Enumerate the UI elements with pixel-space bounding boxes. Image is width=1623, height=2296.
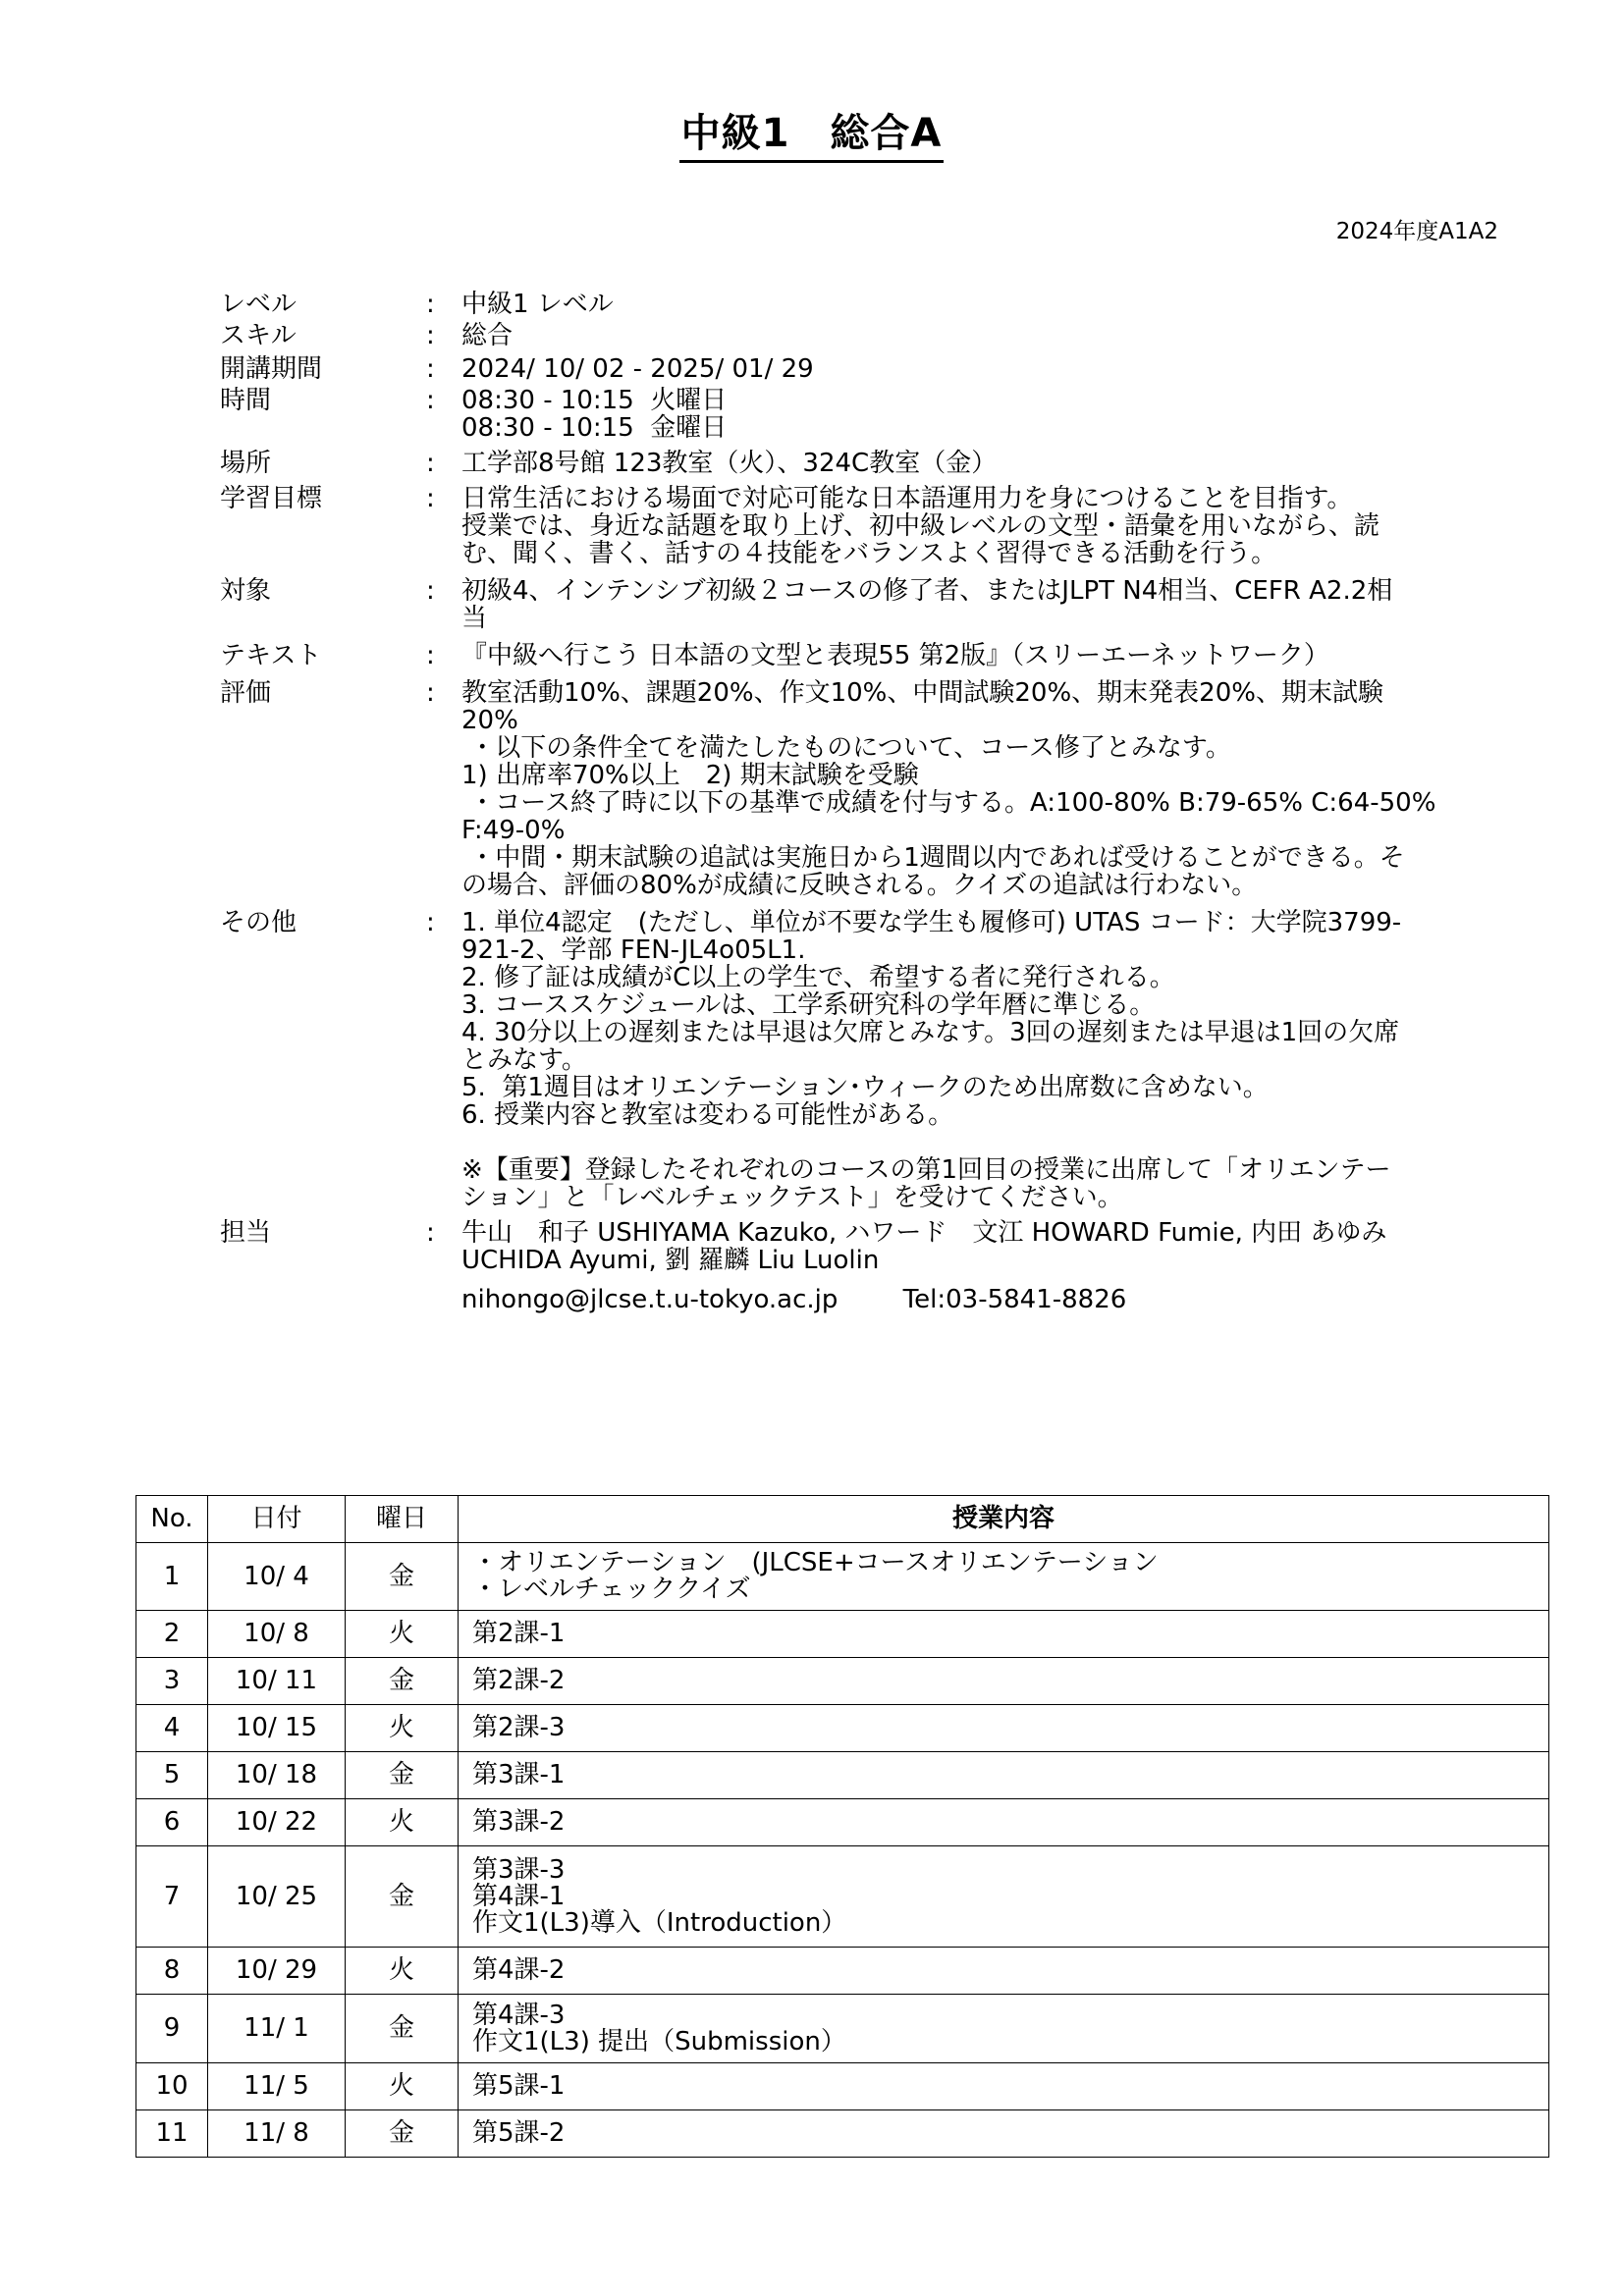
- cell-content: [459, 1995, 1549, 2063]
- info-value-line: 6. 授業内容と教室は変わる可能性がある。: [461, 1100, 954, 1130]
- table-row: [136, 1799, 1549, 1846]
- contact-tel: Tel:03-5841-8826: [902, 1285, 1127, 1314]
- cell-content-line: ・レベルチェッククイズ: [472, 1575, 751, 1604]
- cell-content: [459, 1948, 1549, 1995]
- cell-no: 5: [136, 1752, 208, 1799]
- course-info-rows: [220, 291, 1467, 1274]
- info-value-line: 2. 修了証は成績がC以上の学生で、希望する者に発行される。: [461, 963, 1175, 992]
- cell-content-line: 第3課-2: [472, 1807, 566, 1837]
- cell-date: 10/ 4: [208, 1543, 346, 1611]
- table-row: [136, 1705, 1549, 1752]
- info-value: [461, 387, 1467, 442]
- info-value-line: 日常生活における場面で対応可能な日本語運用力を身につけることを目指す。: [461, 484, 1353, 513]
- cell-day: 金: [346, 1846, 459, 1948]
- info-colon: :: [426, 449, 435, 478]
- info-label: テキスト: [220, 641, 322, 670]
- year-code: 2024年度A1A2: [1335, 219, 1498, 244]
- table-row: [136, 1658, 1549, 1705]
- cell-date: 11/ 8: [208, 2110, 346, 2158]
- table-row: [136, 1543, 1549, 1611]
- cell-content-line: 第2課-3: [472, 1713, 566, 1742]
- info-value-line: 08:30 - 10:15 火曜日: [461, 386, 728, 415]
- info-label: 評価: [220, 678, 272, 708]
- cell-date: 10/ 8: [208, 1611, 346, 1658]
- info-label: その他: [220, 908, 298, 937]
- info-label: レベル: [220, 290, 298, 319]
- info-label: 時間: [220, 386, 272, 415]
- info-value-line: 初級4、インテンシブ初級２コースの修了者、またはJLPT N4相当、CEFR A2.2相: [461, 576, 1393, 606]
- info-row: [220, 450, 1467, 477]
- cell-content-line: 第2課-2: [472, 1666, 566, 1695]
- info-label: 担当: [220, 1218, 272, 1248]
- info-row: [220, 909, 1467, 1211]
- info-colon: :: [426, 386, 435, 415]
- table-row: [136, 2110, 1549, 2158]
- contact-email: nihongo@jlcse.t.u-tokyo.ac.jp: [461, 1285, 839, 1314]
- document-title-wrap: [0, 102, 1623, 158]
- info-value-line: ・中間・期末試験の追試は実施日から1週間以内であれば受けることができる。そ: [461, 843, 1405, 873]
- info-value-line: [461, 1129, 1467, 1156]
- info-value-line: ・コース終了時に以下の基準で成績を付与する。A:100-80% B:79-65% C:64-50%: [461, 788, 1436, 818]
- cell-date: 10/ 25: [208, 1846, 346, 1948]
- info-value-line: む、聞く、書く、話すの４技能をバランスよく習得できる活動を行う。: [461, 539, 1277, 568]
- info-value: [461, 485, 1467, 567]
- info-colon: :: [426, 1218, 435, 1248]
- cell-no: 1: [136, 1543, 208, 1611]
- info-value-line: 5. 第1週目はオリエンテーション･ウィークのため出席数に含めない。: [461, 1073, 1269, 1102]
- info-row: [220, 291, 1467, 318]
- info-colon: :: [426, 321, 435, 350]
- table-row: [136, 1752, 1549, 1799]
- info-row: [220, 1219, 1467, 1274]
- cell-content: [459, 1846, 1549, 1948]
- info-value-line: ション」と「レベルチェックテスト」を受けてください。: [461, 1183, 1123, 1212]
- cell-day: 火: [346, 1799, 459, 1846]
- cell-date: 11/ 1: [208, 1995, 346, 2063]
- cell-content-line: 作文1(L3) 提出（Submission）: [472, 2026, 846, 2056]
- cell-content: [459, 2110, 1549, 2158]
- info-value-line: 921-2、学部 FEN-JL4o05L1.: [461, 935, 806, 965]
- info-row: [220, 387, 1467, 442]
- cell-content-line: 第4課-3: [472, 2000, 566, 2030]
- cell-date: 10/ 22: [208, 1799, 346, 1846]
- cell-day: 火: [346, 1611, 459, 1658]
- cell-content-line: 第4課-2: [472, 1955, 566, 1985]
- info-value-line: 当: [461, 604, 488, 633]
- info-label: 開講期間: [220, 354, 323, 384]
- cell-no: 3: [136, 1658, 208, 1705]
- info-row: [220, 355, 1467, 383]
- course-info: [220, 291, 1467, 1313]
- table-row: [136, 2063, 1549, 2110]
- cell-day: 金: [346, 1658, 459, 1705]
- cell-date: 10/ 11: [208, 1658, 346, 1705]
- cell-no: 7: [136, 1846, 208, 1948]
- cell-content-line: ・オリエンテーション (JLCSE+コースオリエンテーション: [472, 1548, 1159, 1577]
- cell-day: 金: [346, 1995, 459, 2063]
- cell-no: 9: [136, 1995, 208, 2063]
- cell-date: 10/ 29: [208, 1948, 346, 1995]
- info-value-line: 3. コーススケジュールは、工学系研究科の学年暦に準じる。: [461, 990, 1156, 1020]
- info-value: [461, 577, 1467, 632]
- cell-content: [459, 2063, 1549, 2110]
- info-value-line: とみなす。: [461, 1045, 587, 1075]
- info-colon: :: [426, 908, 435, 937]
- header-date: 日付: [208, 1496, 346, 1543]
- cell-content-line: 第3課-3: [472, 1854, 566, 1885]
- cell-day: 火: [346, 1948, 459, 1995]
- cell-date: 10/ 18: [208, 1752, 346, 1799]
- cell-no: 2: [136, 1611, 208, 1658]
- info-value-line: 『中級へ行こう 日本語の文型と表現55 第2版』（スリーエーネットワーク）: [461, 641, 1329, 670]
- cell-day: 金: [346, 1543, 459, 1611]
- info-value-line: 08:30 - 10:15 金曜日: [461, 413, 728, 443]
- info-row: [220, 322, 1467, 349]
- info-colon: :: [426, 484, 435, 513]
- info-value-line: の場合、評価の80%が成績に反映される。クイズの追試は行わない。: [461, 871, 1258, 900]
- info-value-line: 1) 出席率70%以上 2) 期末試験を受験: [461, 761, 919, 790]
- info-colon: :: [426, 641, 435, 670]
- cell-content: [459, 1799, 1549, 1846]
- info-value-line: F:49-0%: [461, 816, 566, 845]
- info-value-line: 牛山 和子 USHIYAMA Kazuko, ハワード 文江 HOWARD Fumie, 内田 あゆみ: [461, 1218, 1387, 1248]
- info-colon: :: [426, 354, 435, 384]
- info-label: 場所: [220, 449, 272, 478]
- cell-content-line: 第2課-1: [472, 1619, 566, 1648]
- info-value-line: 4. 30分以上の遅刻または早退は欠席とみなす。3回の遅刻または早退は1回の欠席: [461, 1018, 1400, 1047]
- cell-content-line: 第3課-1: [472, 1760, 566, 1789]
- info-value: [461, 642, 1467, 669]
- document-title: 中級1 総合A: [679, 111, 945, 163]
- info-value-line: 総合: [461, 321, 514, 350]
- info-value-line: ・以下の条件全てを満たしたものについて、コース修了とみなす。: [461, 733, 1231, 763]
- info-label: 学習目標: [220, 484, 323, 513]
- info-row: [220, 642, 1467, 669]
- info-value: [461, 679, 1467, 899]
- info-value-line: 授業では、身近な話題を取り上げ、初中級レベルの文型・語彙を用いながら、読: [461, 511, 1380, 541]
- info-value-line: UCHIDA Ayumi, 劉 羅麟 Liu Luolin: [461, 1246, 880, 1275]
- info-value-line: 工学部8号館 123教室（火）、324C教室（金）: [461, 449, 998, 478]
- schedule-table: [135, 1495, 1549, 2158]
- table-row: [136, 1846, 1549, 1948]
- info-colon: :: [426, 576, 435, 606]
- table-row: [136, 1948, 1549, 1995]
- info-row: [220, 577, 1467, 632]
- table-row: [136, 1611, 1549, 1658]
- cell-date: 11/ 5: [208, 2063, 346, 2110]
- contact-line: [220, 1286, 1467, 1313]
- cell-content-line: 作文1(L3)導入（Introduction）: [472, 1907, 847, 1938]
- cell-content: [459, 1611, 1549, 1658]
- cell-content: [459, 1543, 1549, 1611]
- info-value-line: 20%: [461, 706, 518, 735]
- header-content: 授業内容: [459, 1496, 1549, 1543]
- info-value-line: 中級1 レベル: [461, 290, 614, 319]
- info-value-line: ※【重要】登録したそれぞれのコースの第1回目の授業に出席して「オリエンテー: [461, 1155, 1391, 1185]
- info-value-line: 2024/ 10/ 02 - 2025/ 01/ 29: [461, 354, 814, 384]
- cell-content-line: 第5課-1: [472, 2071, 566, 2101]
- cell-content-line: 第5課-2: [472, 2118, 566, 2148]
- schedule-header-row: [136, 1496, 1549, 1543]
- info-value-line: 1. 単位4認定 (ただし、単位が不要な学生も履修可) UTAS コード：大学院3799-: [461, 908, 1402, 937]
- cell-day: 金: [346, 2110, 459, 2158]
- cell-day: 金: [346, 1752, 459, 1799]
- schedule-body: [136, 1543, 1549, 2158]
- cell-no: 4: [136, 1705, 208, 1752]
- info-row: [220, 679, 1467, 899]
- cell-content-line: 第4課-1: [472, 1881, 566, 1911]
- cell-content: [459, 1658, 1549, 1705]
- cell-content: [459, 1752, 1549, 1799]
- cell-content: [459, 1705, 1549, 1752]
- cell-no: 6: [136, 1799, 208, 1846]
- info-label: スキル: [220, 321, 297, 350]
- cell-date: 10/ 15: [208, 1705, 346, 1752]
- info-value: [461, 1219, 1467, 1274]
- cell-no: 11: [136, 2110, 208, 2158]
- info-value: [461, 909, 1467, 1211]
- info-value: [461, 322, 1467, 349]
- info-value: [461, 355, 1467, 383]
- header-no: No.: [136, 1496, 208, 1543]
- cell-day: 火: [346, 2063, 459, 2110]
- info-colon: :: [426, 678, 435, 708]
- info-value: [461, 291, 1467, 318]
- table-row: [136, 1995, 1549, 2063]
- cell-no: 8: [136, 1948, 208, 1995]
- cell-no: 10: [136, 2063, 208, 2110]
- info-value: [461, 450, 1467, 477]
- info-label: 対象: [220, 576, 272, 606]
- header-day: 曜日: [346, 1496, 459, 1543]
- info-row: [220, 485, 1467, 567]
- info-colon: :: [426, 290, 435, 319]
- info-value-line: 教室活動10%、課題20%、作文10%、中間試験20%、期末発表20%、期末試験: [461, 678, 1383, 708]
- cell-day: 火: [346, 1705, 459, 1752]
